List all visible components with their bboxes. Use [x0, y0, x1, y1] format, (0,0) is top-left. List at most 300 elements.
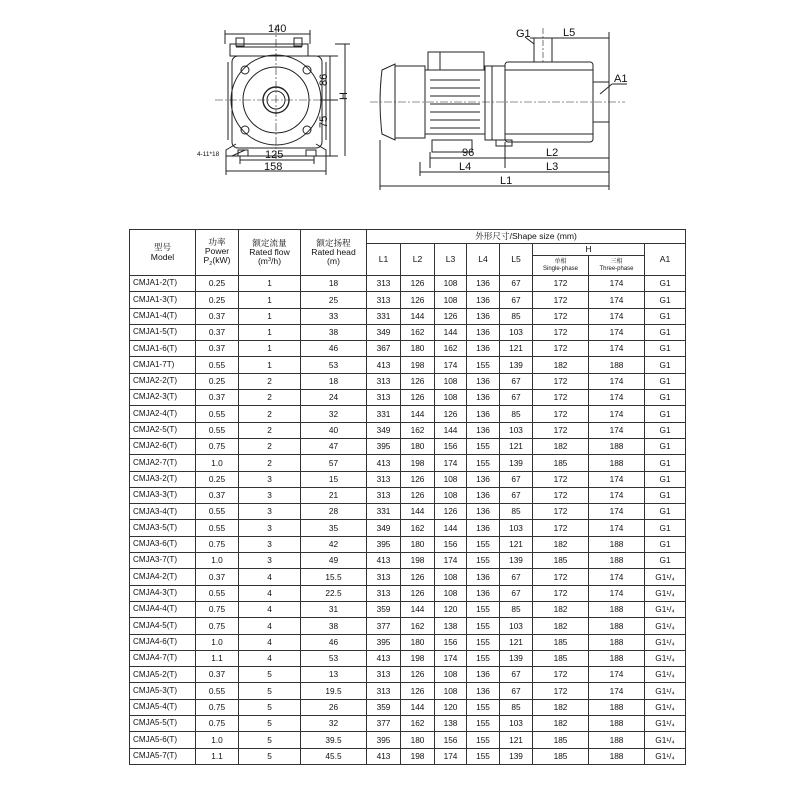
- cell-l4: 136: [467, 276, 500, 292]
- cell-model: CMJA4-4(T): [130, 601, 196, 617]
- cell-l4: 136: [467, 292, 500, 308]
- cell-a1: G1: [645, 455, 686, 471]
- table-row: [130, 438, 686, 454]
- cell-l1: 395: [367, 536, 401, 552]
- cell-power: 0.55: [196, 585, 239, 601]
- cell-h-three: 174: [589, 324, 645, 340]
- cell-h-three: 174: [589, 390, 645, 406]
- cell-h-three: 174: [589, 585, 645, 601]
- cell-l1: 313: [367, 683, 401, 699]
- outlet-a1-label: A1: [614, 73, 628, 85]
- table-row: [130, 520, 686, 536]
- cell-l2: 198: [401, 455, 435, 471]
- cell-h-single: 172: [533, 292, 589, 308]
- cell-l4: 136: [467, 487, 500, 503]
- cell-h-single: 185: [533, 553, 589, 569]
- cell-l5: 85: [500, 699, 533, 715]
- cell-head: 53: [301, 357, 367, 373]
- cell-power: 0.55: [196, 520, 239, 536]
- cell-flow: 1: [239, 324, 301, 340]
- cell-model: CMJA1-7T): [130, 357, 196, 373]
- cell-power: 0.55: [196, 504, 239, 520]
- cell-flow: 5: [239, 667, 301, 683]
- cell-power: 1.0: [196, 455, 239, 471]
- cell-head: 38: [301, 324, 367, 340]
- header-power-cn: 功率: [208, 236, 226, 247]
- header-head-unit: (m): [327, 256, 340, 266]
- flow-unit-b: /h): [271, 256, 282, 266]
- cell-model: CMJA1-3(T): [130, 292, 196, 308]
- cell-l5: 121: [500, 536, 533, 552]
- cell-flow: 4: [239, 569, 301, 585]
- cell-power: 0.25: [196, 373, 239, 389]
- cell-l5: 121: [500, 438, 533, 454]
- cell-head: 46: [301, 341, 367, 357]
- cell-l4: 136: [467, 308, 500, 324]
- cell-h-three: 188: [589, 455, 645, 471]
- header-h: H: [533, 244, 645, 256]
- cell-power: 0.55: [196, 683, 239, 699]
- cell-h-single: 172: [533, 390, 589, 406]
- cell-l1: 331: [367, 504, 401, 520]
- cell-h-single: 172: [533, 471, 589, 487]
- cell-model: CMJA5-6(T): [130, 732, 196, 748]
- inlet-g1-label: G1: [516, 28, 531, 40]
- cell-l4: 155: [467, 699, 500, 715]
- cell-model: CMJA3-4(T): [130, 504, 196, 520]
- cell-l2: 126: [401, 276, 435, 292]
- cell-h-three: 174: [589, 373, 645, 389]
- cell-head: 28: [301, 504, 367, 520]
- cell-l3: 108: [435, 667, 467, 683]
- cell-l4: 155: [467, 455, 500, 471]
- cell-model: CMJA1-2(T): [130, 276, 196, 292]
- cell-h-three: 188: [589, 634, 645, 650]
- cell-l3: 162: [435, 341, 467, 357]
- cell-head: 33: [301, 308, 367, 324]
- table-row: [130, 324, 686, 340]
- cell-l3: 174: [435, 553, 467, 569]
- cell-power: 0.37: [196, 324, 239, 340]
- cell-l2: 198: [401, 748, 435, 764]
- header-three-cn: 三相: [610, 259, 623, 266]
- cell-flow: 2: [239, 455, 301, 471]
- cell-power: 0.37: [196, 308, 239, 324]
- cell-head: 39.5: [301, 732, 367, 748]
- cell-head: 25: [301, 292, 367, 308]
- cell-h-three: 174: [589, 667, 645, 683]
- table-row: [130, 732, 686, 748]
- header-single-phase: [533, 256, 589, 276]
- cell-power: 0.75: [196, 716, 239, 732]
- cell-h-single: 172: [533, 683, 589, 699]
- cell-l1: 395: [367, 634, 401, 650]
- cell-h-single: 172: [533, 276, 589, 292]
- cell-flow: 4: [239, 650, 301, 666]
- cell-a1: G1: [645, 553, 686, 569]
- header-a1: A1: [645, 244, 686, 276]
- dim-l1: L1: [500, 175, 513, 187]
- cell-power: 0.37: [196, 667, 239, 683]
- cell-a1: G1: [645, 276, 686, 292]
- header-flow: [239, 230, 301, 276]
- cell-head: 53: [301, 650, 367, 666]
- side-view: [370, 28, 627, 190]
- cell-h-single: 172: [533, 487, 589, 503]
- cell-flow: 5: [239, 748, 301, 764]
- cell-l2: 180: [401, 341, 435, 357]
- table-row: [130, 683, 686, 699]
- cell-model: CMJA3-5(T): [130, 520, 196, 536]
- cell-l1: 349: [367, 324, 401, 340]
- cell-flow: 1: [239, 292, 301, 308]
- cell-l4: 136: [467, 422, 500, 438]
- cell-flow: 3: [239, 471, 301, 487]
- cell-l1: 313: [367, 667, 401, 683]
- cell-a1: G1: [645, 422, 686, 438]
- cell-l2: 180: [401, 732, 435, 748]
- cell-power: 1.1: [196, 748, 239, 764]
- table-row: [130, 341, 686, 357]
- cell-h-single: 182: [533, 699, 589, 715]
- cell-power: 0.75: [196, 699, 239, 715]
- cell-l5: 121: [500, 732, 533, 748]
- cell-l5: 103: [500, 324, 533, 340]
- cell-a1: G1¹/₄: [645, 650, 686, 666]
- cell-power: 0.37: [196, 390, 239, 406]
- cell-l4: 136: [467, 390, 500, 406]
- table-row: [130, 585, 686, 601]
- cell-l1: 359: [367, 699, 401, 715]
- cell-h-three: 188: [589, 716, 645, 732]
- cell-l3: 144: [435, 520, 467, 536]
- cell-flow: 4: [239, 618, 301, 634]
- table-row: [130, 455, 686, 471]
- cell-l5: 103: [500, 520, 533, 536]
- cell-l2: 198: [401, 553, 435, 569]
- cell-flow: 3: [239, 536, 301, 552]
- cell-l1: 313: [367, 471, 401, 487]
- cell-l4: 155: [467, 650, 500, 666]
- cell-l4: 155: [467, 618, 500, 634]
- cell-l5: 121: [500, 634, 533, 650]
- cell-l5: 85: [500, 308, 533, 324]
- cell-a1: G1: [645, 390, 686, 406]
- cell-h-single: 172: [533, 373, 589, 389]
- cell-l1: 395: [367, 732, 401, 748]
- cell-l2: 198: [401, 650, 435, 666]
- cell-h-three: 174: [589, 276, 645, 292]
- cell-l1: 367: [367, 341, 401, 357]
- cell-head: 45.5: [301, 748, 367, 764]
- cell-l3: 120: [435, 699, 467, 715]
- cell-l1: 377: [367, 618, 401, 634]
- cell-l1: 313: [367, 585, 401, 601]
- cell-flow: 5: [239, 716, 301, 732]
- dim-96: 96: [462, 147, 475, 159]
- cell-h-three: 174: [589, 308, 645, 324]
- cell-l4: 136: [467, 341, 500, 357]
- cell-head: 47: [301, 438, 367, 454]
- header-l1: L1: [367, 244, 401, 276]
- cell-head: 31: [301, 601, 367, 617]
- cell-flow: 3: [239, 520, 301, 536]
- cell-l5: 67: [500, 683, 533, 699]
- cell-head: 22.5: [301, 585, 367, 601]
- cell-a1: G1: [645, 308, 686, 324]
- cell-l2: 126: [401, 667, 435, 683]
- table-row: [130, 536, 686, 552]
- table-row: [130, 390, 686, 406]
- cell-l4: 136: [467, 406, 500, 422]
- table-row: [130, 357, 686, 373]
- cell-l2: 126: [401, 373, 435, 389]
- dim-140: 140: [268, 23, 287, 35]
- cell-flow: 2: [239, 390, 301, 406]
- cell-h-three: 188: [589, 618, 645, 634]
- cell-power: 0.75: [196, 618, 239, 634]
- cell-l3: 108: [435, 373, 467, 389]
- cell-h-single: 182: [533, 357, 589, 373]
- cell-l5: 67: [500, 390, 533, 406]
- cell-l5: 67: [500, 292, 533, 308]
- cell-l2: 144: [401, 699, 435, 715]
- cell-l4: 136: [467, 683, 500, 699]
- cell-power: 0.75: [196, 536, 239, 552]
- cell-head: 42: [301, 536, 367, 552]
- cell-l1: 313: [367, 390, 401, 406]
- cell-l1: 331: [367, 308, 401, 324]
- cell-head: 32: [301, 716, 367, 732]
- cell-model: CMJA3-3(T): [130, 487, 196, 503]
- cell-h-three: 174: [589, 569, 645, 585]
- cell-model: CMJA2-6(T): [130, 438, 196, 454]
- cell-l4: 155: [467, 536, 500, 552]
- cell-l1: 413: [367, 650, 401, 666]
- cell-l5: 139: [500, 748, 533, 764]
- cell-power: 0.55: [196, 357, 239, 373]
- cell-power: 1.0: [196, 634, 239, 650]
- cell-l2: 162: [401, 716, 435, 732]
- cell-model: CMJA2-3(T): [130, 390, 196, 406]
- cell-l1: 413: [367, 553, 401, 569]
- header-head: [301, 230, 367, 276]
- cell-l3: 108: [435, 585, 467, 601]
- dim-125: 125: [265, 149, 284, 161]
- cell-l1: 359: [367, 601, 401, 617]
- dim-h: H: [338, 92, 350, 100]
- cell-a1: G1: [645, 438, 686, 454]
- cell-power: 1.0: [196, 553, 239, 569]
- cell-l4: 136: [467, 520, 500, 536]
- cell-h-single: 185: [533, 732, 589, 748]
- table-row: [130, 487, 686, 503]
- table-row: [130, 601, 686, 617]
- cell-power: 0.25: [196, 471, 239, 487]
- cell-l1: 331: [367, 406, 401, 422]
- cell-l2: 144: [401, 601, 435, 617]
- cell-a1: G1¹/₄: [645, 601, 686, 617]
- cell-flow: 2: [239, 406, 301, 422]
- header-shape-size: 外形尺寸/Shape size (mm): [367, 230, 686, 244]
- cell-l3: 156: [435, 438, 467, 454]
- cell-model: CMJA3-7(T): [130, 553, 196, 569]
- cell-a1: G1¹/₄: [645, 732, 686, 748]
- cell-l5: 85: [500, 601, 533, 617]
- cell-head: 32: [301, 406, 367, 422]
- cell-h-three: 174: [589, 520, 645, 536]
- cell-l3: 138: [435, 618, 467, 634]
- cell-a1: G1¹/₄: [645, 683, 686, 699]
- cell-l3: 144: [435, 422, 467, 438]
- cell-h-single: 185: [533, 748, 589, 764]
- cell-l2: 162: [401, 520, 435, 536]
- cell-flow: 4: [239, 634, 301, 650]
- cell-l2: 126: [401, 390, 435, 406]
- cell-a1: G1: [645, 292, 686, 308]
- flow-unit-a: (m: [257, 256, 268, 266]
- cell-a1: G1¹/₄: [645, 585, 686, 601]
- cell-power: 0.37: [196, 487, 239, 503]
- cell-model: CMJA3-2(T): [130, 471, 196, 487]
- cell-l3: 174: [435, 650, 467, 666]
- cell-l2: 162: [401, 422, 435, 438]
- cell-a1: G1: [645, 520, 686, 536]
- header-l4: L4: [467, 244, 500, 276]
- cell-l4: 136: [467, 585, 500, 601]
- cell-model: CMJA4-6(T): [130, 634, 196, 650]
- cell-l1: 313: [367, 569, 401, 585]
- cell-l2: 162: [401, 618, 435, 634]
- cell-l5: 139: [500, 553, 533, 569]
- cell-l1: 313: [367, 276, 401, 292]
- cell-a1: G1: [645, 487, 686, 503]
- cell-l1: 413: [367, 455, 401, 471]
- cell-l5: 67: [500, 373, 533, 389]
- cell-l3: 108: [435, 471, 467, 487]
- cell-flow: 1: [239, 341, 301, 357]
- cell-h-single: 172: [533, 308, 589, 324]
- cell-a1: G1: [645, 357, 686, 373]
- cell-flow: 1: [239, 308, 301, 324]
- dim-86: 86: [318, 73, 330, 86]
- cell-l3: 126: [435, 504, 467, 520]
- dim-l3: L3: [546, 161, 559, 173]
- cell-l3: 144: [435, 324, 467, 340]
- cell-a1: G1¹/₄: [645, 569, 686, 585]
- power-unit-p: P: [203, 254, 210, 265]
- table-row: [130, 553, 686, 569]
- cell-h-three: 188: [589, 748, 645, 764]
- cell-h-three: 174: [589, 341, 645, 357]
- cell-power: 1.1: [196, 650, 239, 666]
- cell-model: CMJA5-3(T): [130, 683, 196, 699]
- header-l2: L2: [401, 244, 435, 276]
- cell-l4: 155: [467, 601, 500, 617]
- cell-l1: 349: [367, 422, 401, 438]
- cell-l1: 377: [367, 716, 401, 732]
- cell-l5: 103: [500, 422, 533, 438]
- cell-h-single: 172: [533, 406, 589, 422]
- cell-l5: 67: [500, 569, 533, 585]
- cell-h-single: 172: [533, 341, 589, 357]
- cell-l2: 126: [401, 487, 435, 503]
- cell-h-three: 188: [589, 650, 645, 666]
- cell-flow: 2: [239, 438, 301, 454]
- cell-l1: 313: [367, 487, 401, 503]
- header-three-phase: [589, 256, 645, 276]
- cell-l1: 413: [367, 357, 401, 373]
- cell-l4: 155: [467, 553, 500, 569]
- cell-power: 0.25: [196, 292, 239, 308]
- header-flow-unit: [239, 257, 300, 266]
- cell-flow: 5: [239, 732, 301, 748]
- header-single-en: Single-phase: [542, 265, 579, 272]
- cell-l5: 67: [500, 487, 533, 503]
- cell-l5: 67: [500, 471, 533, 487]
- cell-l1: 313: [367, 373, 401, 389]
- cell-l5: 67: [500, 585, 533, 601]
- cell-l3: 174: [435, 748, 467, 764]
- table-row: [130, 308, 686, 324]
- bolt-holes-label: 4-11*18: [197, 151, 220, 158]
- cell-a1: G1: [645, 406, 686, 422]
- spec-table: [129, 229, 686, 765]
- cell-l4: 136: [467, 324, 500, 340]
- cell-l4: 136: [467, 373, 500, 389]
- cell-head: 21: [301, 487, 367, 503]
- cell-l1: 313: [367, 292, 401, 308]
- cell-l3: 156: [435, 536, 467, 552]
- table-row: [130, 422, 686, 438]
- cell-l4: 136: [467, 569, 500, 585]
- header-l3: L3: [435, 244, 467, 276]
- cell-l2: 198: [401, 357, 435, 373]
- cell-h-single: 172: [533, 667, 589, 683]
- cell-flow: 5: [239, 683, 301, 699]
- table-row: [130, 634, 686, 650]
- cell-h-three: 188: [589, 357, 645, 373]
- cell-model: CMJA3-6(T): [130, 536, 196, 552]
- table-row: [130, 292, 686, 308]
- cell-head: 18: [301, 276, 367, 292]
- cell-l3: 108: [435, 569, 467, 585]
- cell-l3: 108: [435, 683, 467, 699]
- cell-head: 26: [301, 699, 367, 715]
- cell-h-three: 188: [589, 536, 645, 552]
- cell-l2: 126: [401, 585, 435, 601]
- cell-power: 0.75: [196, 438, 239, 454]
- cell-l1: 395: [367, 438, 401, 454]
- cell-flow: 1: [239, 357, 301, 373]
- cell-h-single: 182: [533, 618, 589, 634]
- table-row: [130, 569, 686, 585]
- cell-h-single: 172: [533, 324, 589, 340]
- cell-l4: 136: [467, 667, 500, 683]
- cell-a1: G1: [645, 373, 686, 389]
- cell-l4: 136: [467, 471, 500, 487]
- cell-head: 18: [301, 373, 367, 389]
- cell-a1: G1¹/₄: [645, 699, 686, 715]
- cell-power: 0.55: [196, 406, 239, 422]
- cell-model: CMJA1-5(T): [130, 324, 196, 340]
- cell-flow: 2: [239, 422, 301, 438]
- cell-flow: 3: [239, 487, 301, 503]
- cell-head: 38: [301, 618, 367, 634]
- cell-flow: 3: [239, 553, 301, 569]
- header-flow-cn: 额定流量: [252, 237, 287, 248]
- cell-l5: 139: [500, 455, 533, 471]
